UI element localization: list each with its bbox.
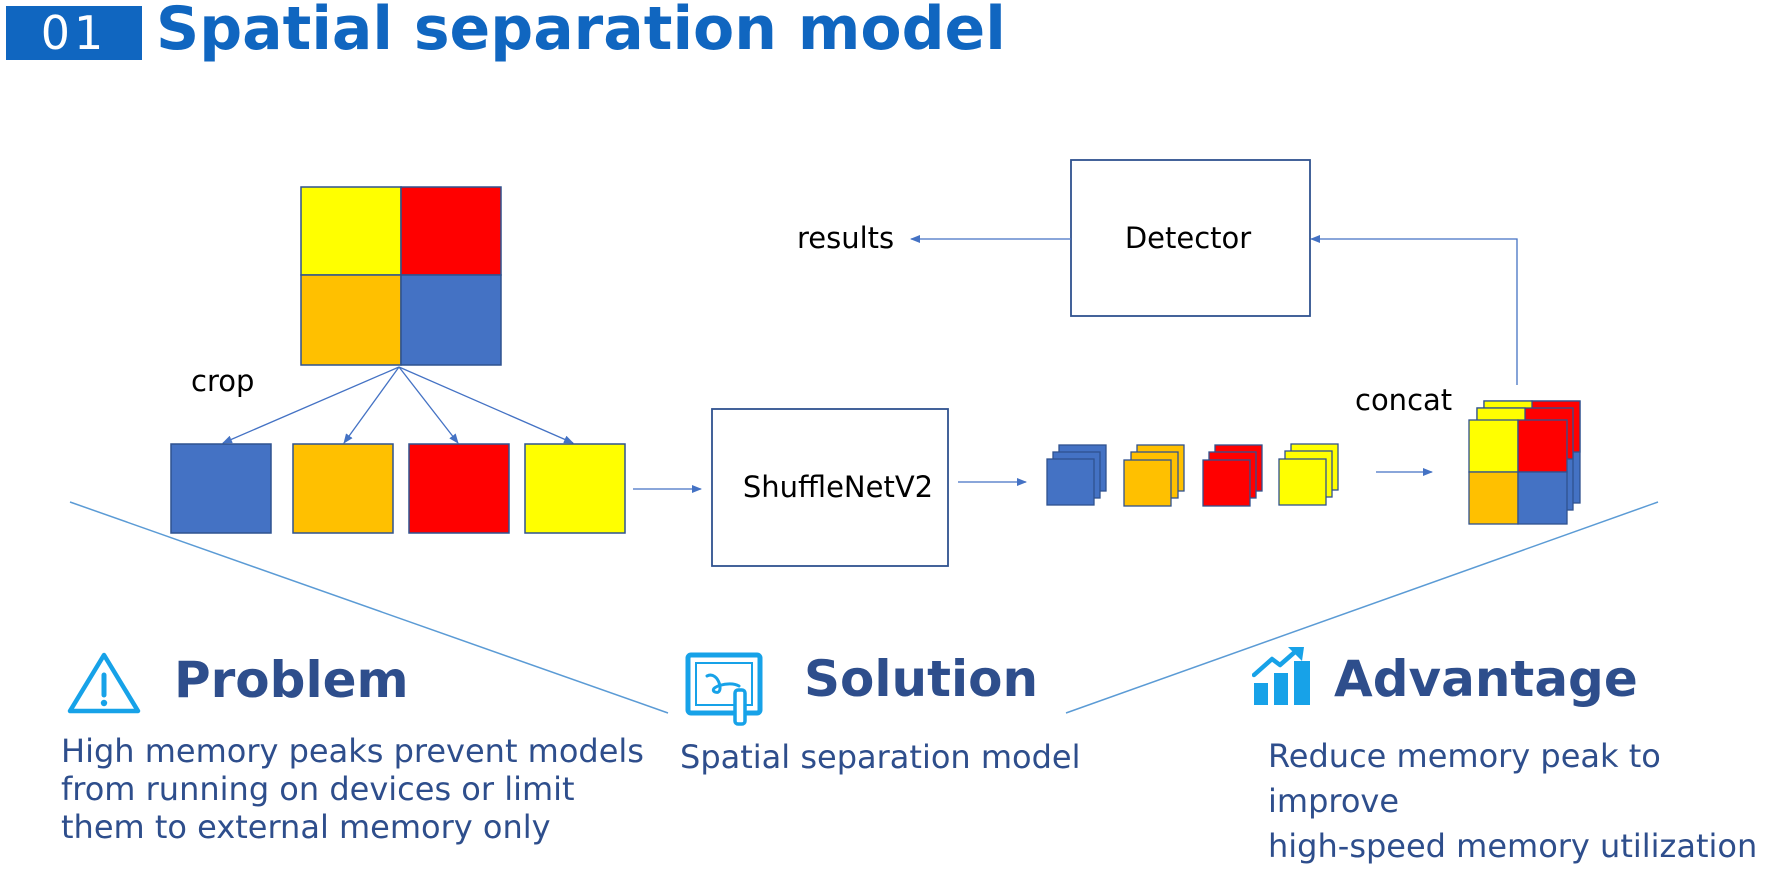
solution-heading: Solution [804,650,1039,708]
feature-stack-orange [1124,445,1184,506]
crop-label: crop [191,364,255,398]
crop-tile-red [409,444,509,533]
crop-arrows [223,367,573,443]
crop-tile-yellow [525,444,625,533]
advantage-description [1268,734,1790,869]
crop-tile-orange [293,444,393,533]
whiteboard-icon [685,652,765,728]
results-label: results [797,221,895,255]
warning-icon [67,651,141,715]
crop-tile-blue [171,444,271,533]
problem-line: High memory peaks prevent models [61,732,644,770]
advantage-line: Reduce memory peak to improve [1268,737,1661,820]
problem-line: from running on devices or limit [61,770,575,808]
feature-stack-red [1203,445,1262,506]
solution-line: Spatial separation model [680,738,1081,776]
feature-stack-yellow [1279,444,1338,505]
problem-description [61,732,644,846]
concat-to-detector-arrow [1311,239,1517,385]
detector-label: Detector [1124,221,1252,255]
concat-feature-stack [1469,401,1580,524]
feature-stack-blue [1047,445,1106,505]
section-number-badge: 01 [6,6,142,60]
advantage-line: high-speed memory utilization [1268,827,1758,865]
growth-chart-icon [1252,645,1314,707]
advantage-heading: Advantage [1334,650,1638,708]
problem-heading: Problem [174,651,409,709]
problem-line: them to external memory only [61,808,551,846]
concat-label: concat [1355,383,1453,417]
backbone-label: ShuffleNetV2 [742,470,934,504]
input-image-grid [301,187,501,365]
solution-description [680,738,1081,776]
page-title: Spatial separation model [156,0,1006,64]
